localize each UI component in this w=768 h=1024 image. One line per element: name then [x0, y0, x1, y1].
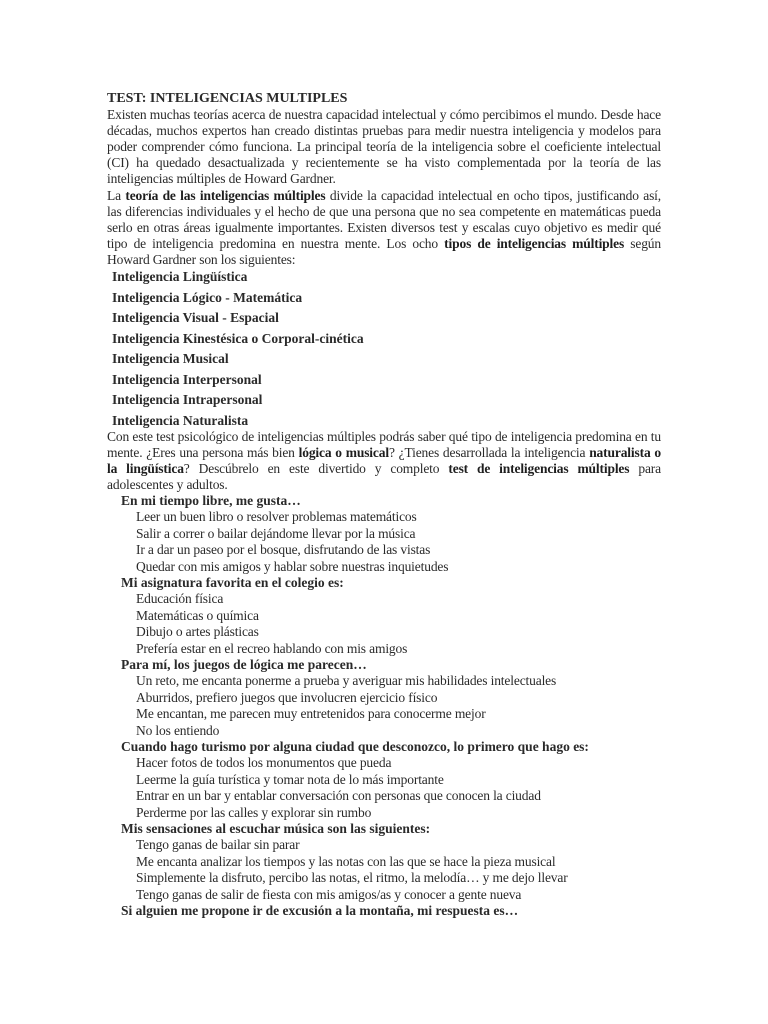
intro-paragraph: Existen muchas teorías acerca de nuestra capacidad intelectual y cómo percibimos el mundo. Desde hace décadas, muchos expertos han creado distintas pruebas para medir nuestra inteligencia y modelos para poder comprender cómo funciona. La principal teoría de la inteligencia sobre el coeficiente intelectual (CI) ha quedado desactualizada y recientemente se ha visto complementada por la teoría de las inteligencias múltiples de Howard Gardner. [107, 107, 661, 187]
answer-options [107, 509, 661, 575]
intelligence-type-item: Inteligencia Visual - Espacial [112, 310, 279, 326]
answer-option: Leerme la guía turística y tomar nota de lo más importante [136, 771, 444, 787]
answer-option: Tengo ganas de bailar sin parar [136, 837, 300, 853]
text-run: ? ¿Tienes desarrollada la inteligencia [388, 444, 590, 460]
bold-run: lógica o musical [298, 444, 389, 460]
question-title: Mis sensaciones al escuchar música son las siguientes: [121, 821, 431, 837]
question-title: Mi asignatura favorita en el colegio es: [121, 574, 344, 590]
answer-option: Prefería estar en el recreo hablando con mis amigos [136, 640, 408, 656]
answer-option: Perderme por las calles y explorar sin rumbo [136, 804, 372, 820]
question-block [107, 657, 661, 739]
question-title: Si alguien me propone ir de excusión a la montaña, mi respuesta es… [121, 903, 519, 919]
answer-option: Simplemente la disfruto, percibo las notas, el ritmo, la melodía… y me dejo llevar [136, 870, 568, 886]
answer-option: Entrar en un bar y entablar conversación con personas que conocen la ciudad [136, 788, 541, 804]
answer-options [107, 673, 661, 739]
answer-option: Un reto, me encanta ponerme a prueba y averiguar mis habilidades intelectuales [136, 673, 557, 689]
answer-option: Me encanta analizar los tiempos y las notas con las que se hace la pieza musical [136, 853, 556, 869]
intelligence-type-item: Inteligencia Musical [112, 351, 229, 367]
question-block [107, 739, 661, 821]
answer-option: Leer un buen libro o resolver problemas matemáticos [136, 509, 417, 525]
question-block [107, 493, 661, 575]
question-block [107, 821, 661, 903]
intelligence-type-item: Inteligencia Intrapersonal [112, 392, 263, 408]
answer-option: Aburridos, prefiero juegos que involucren ejercicio físico [136, 689, 438, 705]
bold-run: test de inteligencias múltiples [448, 460, 630, 476]
answer-options [107, 591, 661, 657]
answer-options [107, 755, 661, 821]
question-title: Cuando hago turismo por alguna ciudad que desconozco, lo primero que hago es: [121, 739, 589, 754]
bold-run: teoría de las inteligencias múltiples [125, 187, 326, 203]
text-run: Con este test psicológico de inteligencias múltiples podrás saber qué tipo de inteligencia predomina en tu mente. ¿Eres una persona más bien [107, 428, 661, 460]
intelligence-type-item: Inteligencia Kinestésica o Corporal-cinética [112, 330, 364, 346]
answer-option: Matemáticas o química [136, 607, 259, 623]
question-block [107, 903, 661, 919]
text-run: para adolescentes y adultos. [107, 460, 661, 492]
intelligence-type-item: Inteligencia Lingüística [112, 269, 248, 285]
intelligence-types-list [107, 269, 661, 429]
bold-run: naturalista o la lingüística [107, 444, 661, 476]
question-title: Para mí, los juegos de lógica me parecen… [121, 656, 367, 672]
answer-option: Hacer fotos de todos los monumentos que pueda [136, 755, 392, 771]
document-title: TEST: INTELIGENCIAS MULTIPLES [107, 91, 348, 106]
text-run: divide la capacidad intelectual en ocho tipos, justificando así, las diferencias individuales y el hecho de que una persona que no sea competente en matemáticas pueda serlo en otras áreas igualmente importantes. Existen diversos test y escalas cuyo objetivo es medir qué tipo de inteligencia predomina en nuestra mente. Los ocho [107, 187, 662, 251]
answer-option: Ir a dar un paseo por el bosque, disfrutando de las vistas [136, 542, 431, 558]
answer-option: Educación física [136, 591, 224, 607]
answer-option: Dibujo o artes plásticas [136, 624, 259, 640]
text-run: según Howard Gardner son los siguientes: [107, 235, 661, 267]
theory-paragraph [107, 188, 661, 268]
text-run: La [107, 187, 126, 203]
intelligence-type-item: Inteligencia Naturalista [112, 412, 249, 428]
answer-option: Me encantan, me parecen muy entretenidos para conocerme mejor [136, 706, 486, 722]
answer-option: Tengo ganas de salir de fiesta con mis amigos/as y conocer a gente nueva [136, 886, 522, 902]
answer-options [107, 837, 661, 903]
text-run: ? Descúbrelo en este divertido y completo [183, 460, 449, 476]
answer-option: Salir a correr o bailar dejándome llevar por la música [136, 525, 416, 541]
intelligence-type-item: Inteligencia Lógico - Matemática [112, 289, 303, 305]
answer-option: Quedar con mis amigos y hablar sobre nuestras inquietudes [136, 558, 449, 574]
document-body [107, 91, 661, 919]
question-title: En mi tiempo libre, me gusta… [121, 492, 301, 508]
intelligence-type-item: Inteligencia Interpersonal [112, 371, 262, 387]
question-block [107, 575, 661, 657]
answer-option: No los entiendo [136, 722, 220, 738]
test-intro-paragraph [107, 429, 661, 493]
bold-run: tipos de inteligencias múltiples [444, 235, 625, 251]
